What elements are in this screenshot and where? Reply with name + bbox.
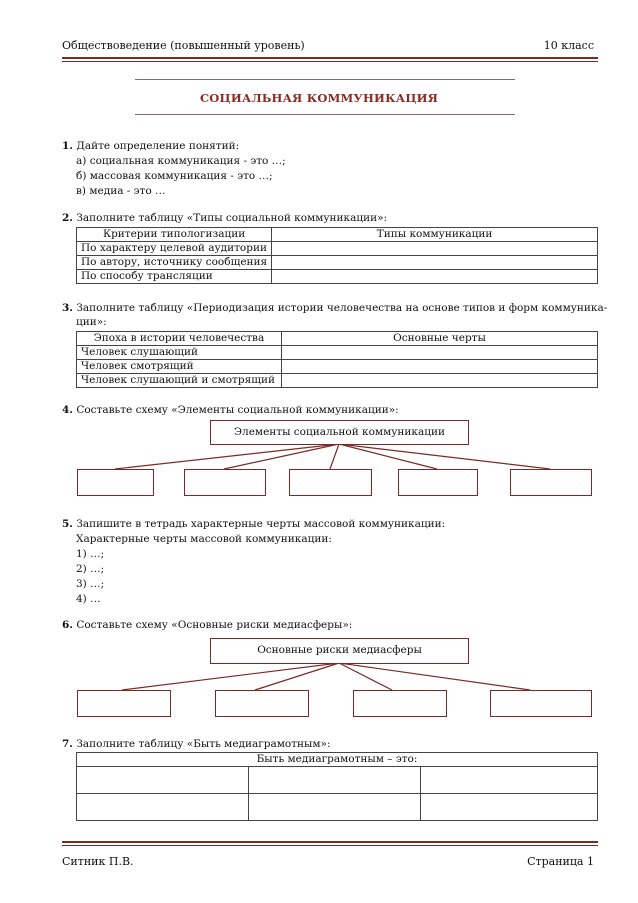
table-cell: По способу трансляции — [77, 270, 272, 284]
table-header: Основные черты — [282, 332, 598, 346]
task-1-item: б) массовая коммуникация - это …; — [76, 170, 273, 182]
scheme-2-leaf-box[interactable] — [353, 690, 447, 717]
table-cell: Человек смотрящий — [77, 360, 282, 374]
table-cell: По характеру целевой аудитории — [77, 242, 272, 256]
scheme-1-connector — [330, 444, 339, 469]
table-cell-empty[interactable] — [248, 767, 420, 794]
scheme-2-leaf-box[interactable] — [215, 690, 309, 717]
task-3-text-cont: ции»: — [76, 316, 107, 328]
scheme-2-connector — [339, 663, 530, 690]
table-row — [77, 794, 598, 821]
task-2-number: 2. — [62, 212, 73, 224]
scheme-2-leaf-box[interactable] — [490, 690, 592, 717]
media-literacy-table — [76, 752, 598, 821]
table-cell-empty[interactable] — [420, 794, 597, 821]
table-cell-empty[interactable] — [77, 767, 249, 794]
footer-divider — [62, 841, 598, 843]
task-5 — [62, 518, 445, 530]
table-header: Эпоха в истории человечества — [77, 332, 282, 346]
scheme-1-leaf-box[interactable] — [289, 469, 372, 496]
scheme-1-connector — [115, 444, 339, 469]
scheme-1-leaf-box[interactable] — [510, 469, 592, 496]
scheme-1-leaf-box[interactable] — [184, 469, 266, 496]
scheme-1-leaf-box[interactable] — [398, 469, 478, 496]
header-subject: Обществоведение (повышенный уровень) — [62, 39, 305, 52]
task-1-item: в) медиа - это … — [76, 185, 166, 197]
table-cell-empty[interactable] — [248, 794, 420, 821]
table-header: Быть медиаграмотным – это: — [77, 753, 598, 767]
task-7-text: Заполните таблицу «Быть медиаграмотным»: — [76, 738, 331, 750]
task-7 — [62, 738, 331, 750]
footer-author: Ситник П.В. — [62, 855, 134, 868]
table-cell-empty[interactable] — [420, 767, 597, 794]
table-cell: По автору, источнику сообщения — [77, 256, 272, 270]
task-6-text: Составьте схему «Основные риски медиасферы»: — [76, 619, 353, 631]
table-cell: Человек слушающий — [77, 346, 282, 360]
task-5-item: 4) … — [76, 593, 101, 605]
scheme-1-leaf-box[interactable] — [77, 469, 154, 496]
task-5-text: Запишите в тетрадь характерные черты массовой коммуникации: — [76, 518, 446, 530]
scheme-1-connector — [224, 444, 339, 469]
task-2-text: Заполните таблицу «Типы социальной коммуникации»: — [76, 212, 388, 224]
task-6 — [62, 619, 352, 631]
footer-divider-thin — [62, 845, 598, 846]
task-1-number: 1. — [62, 140, 73, 152]
table-cell: Человек слушающий и смотрящий — [77, 374, 282, 388]
task-4-text: Составьте схему «Элементы социальной коммуникации»: — [76, 404, 399, 416]
header-grade: 10 класс — [543, 39, 594, 52]
scheme-1-connector — [339, 444, 550, 469]
task-6-number: 6. — [62, 619, 73, 631]
footer-page-number: Страница 1 — [527, 855, 594, 868]
scheme-2-root-box: Основные риски медиасферы — [210, 638, 469, 664]
task-1-item: а) социальная коммуникация - это …; — [76, 155, 286, 167]
task-5-subtitle: Характерные черты массовой коммуникации: — [76, 533, 332, 545]
task-5-item: 3) …; — [76, 578, 105, 590]
task-4-number: 4. — [62, 404, 73, 416]
scheme-2-connector — [122, 663, 339, 690]
scheme-2-connector — [255, 663, 339, 690]
task-5-item: 1) …; — [76, 548, 105, 560]
task-1-text: Дайте определение понятий: — [76, 140, 240, 152]
scheme-1-root-box: Элементы социальной коммуникации — [210, 420, 469, 445]
task-3-text: Заполните таблицу «Периодизация истории человечества на основе типов и форм коммуника- — [76, 302, 608, 314]
scheme-2-leaf-box[interactable] — [77, 690, 171, 717]
task-5-item: 2) …; — [76, 563, 105, 575]
scheme-1-connector — [339, 444, 437, 469]
task-3-number: 3. — [62, 302, 73, 314]
table-row — [77, 767, 598, 794]
table-header: Критерии типологизации — [77, 228, 272, 242]
task-5-number: 5. — [62, 518, 73, 530]
table-header: Типы коммуникации — [272, 228, 598, 242]
table-cell-empty[interactable] — [77, 794, 249, 821]
table-header-row — [77, 753, 598, 767]
task-7-number: 7. — [62, 738, 73, 750]
page-title: СОЦИАЛЬНАЯ КОММУНИКАЦИЯ — [199, 91, 439, 105]
